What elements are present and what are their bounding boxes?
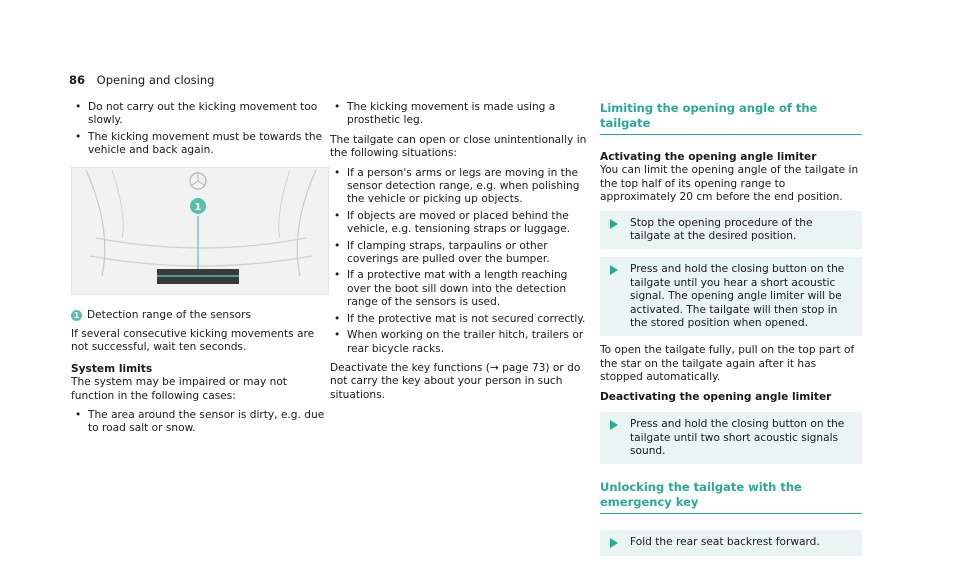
callout-number: 1 [194, 201, 202, 213]
bullet-list-top [330, 101, 588, 128]
list-item: • When working on the trailer hitch, trailers or rear bicycle racks. [330, 329, 588, 356]
step-text: Press and hold the closing button on the tailgate until two short acoustic signals sound. [630, 418, 845, 457]
bullet-list [71, 409, 329, 436]
column-middle [330, 101, 588, 408]
list-item: • The kicking movement is made using a prosthetic leg. [330, 101, 588, 128]
caption-text: Detection range of the sensors [87, 308, 251, 321]
paragraph: The tailgate can open or close unintentionally in the following situations: [330, 133, 587, 160]
triangle-right-icon [610, 420, 618, 430]
section-heading-emergency-key: Unlocking the tailgate with the emergency key [600, 480, 862, 514]
instruction-step [600, 412, 862, 464]
column-left [71, 101, 329, 442]
car-rear-illustration [72, 168, 329, 295]
triangle-right-icon [610, 219, 618, 229]
step-text: Stop the opening procedure of the tailgate at the desired position. [630, 216, 813, 243]
page-header [69, 74, 214, 87]
list-item: • Do not carry out the kicking movement too slowly. [71, 101, 329, 128]
triangle-right-icon [610, 265, 618, 275]
car-rear-figure [71, 167, 329, 295]
section-heading-opening-angle: Limiting the opening angle of the tailgate [600, 101, 862, 135]
list-item: • The area around the sensor is dirty, e.g. due to road salt or snow. [71, 409, 329, 436]
step-text: Fold the rear seat backrest forward. [630, 536, 820, 549]
subheading-system-limits: System limits [71, 362, 153, 375]
list-item: • If objects are moved or placed behind the vehicle, e.g. tensioning straps or luggage. [330, 210, 588, 237]
list-item: • If a person's arms or legs are moving in the sensor detection range, e.g. when polishing the vehicle or picking up objects. [330, 167, 588, 207]
paragraph: To open the tailgate fully, pull on the top part of the star on the tailgate again after it has stopped automatically. [600, 344, 855, 384]
paragraph: You can limit the opening angle of the tailgate in the top half of its opening range to approximately 20 cm before the end position. [600, 164, 859, 204]
paragraph: The system may be impaired or may not function in the following cases: [71, 376, 287, 402]
instruction-step [600, 211, 862, 250]
page-number: 86 [69, 73, 86, 87]
column-right [600, 101, 862, 564]
figure-caption [71, 309, 329, 322]
triangle-right-icon [610, 538, 618, 548]
instruction-step [600, 530, 862, 555]
subheading-deactivating: Deactivating the opening angle limiter [600, 390, 832, 403]
bullet-list-top [71, 101, 329, 158]
paragraph: Deactivate the key functions (→ page 73) or do not carry the key about your person in such situations. [330, 361, 581, 401]
list-item: • If the protective mat is not secured correctly. [330, 313, 588, 326]
list-item: • If a protective mat with a length reaching over the boot sill down into the detection range of the sensors is used. [330, 269, 588, 309]
list-item: • If clamping straps, tarpaulins or other coverings are pulled over the bumper. [330, 240, 588, 267]
subheading-activating: Activating the opening angle limiter [600, 151, 817, 163]
number-badge-icon: 1 [71, 310, 82, 321]
instruction-step [600, 257, 862, 336]
bullet-list-situations [330, 167, 588, 356]
list-item: • The kicking movement must be towards the vehicle and back again. [71, 131, 329, 158]
step-text: Press and hold the closing button on the tailgate until you hear a short acoustic signal. The opening angle limiter will be activated. The tailgate will then stop in the stored position when opened. [630, 263, 845, 330]
paragraph: If several consecutive kicking movements are not successful, wait ten seconds. [71, 328, 315, 354]
page-title: Opening and closing [96, 73, 215, 87]
